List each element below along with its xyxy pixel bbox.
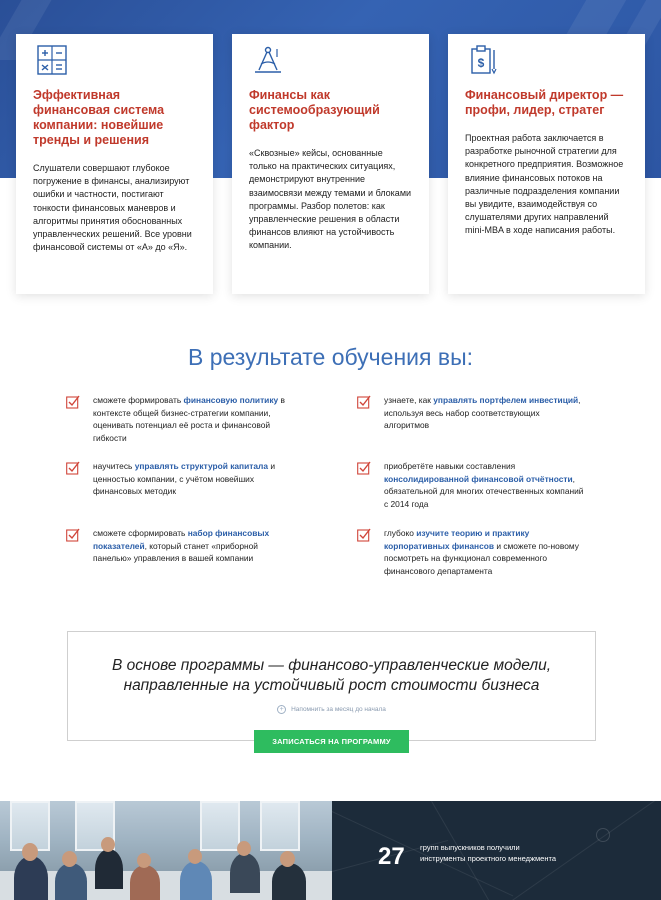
card-title: Финансовый директор — профи, лидер, стратег bbox=[465, 88, 624, 117]
classroom-photo bbox=[0, 801, 332, 900]
result-highlight-link[interactable]: управлять структурой капитала bbox=[134, 461, 268, 471]
result-item: узнаете, как управлять портфелем инвестиций, используя весь набор соответствующих алгоритмов bbox=[357, 394, 587, 432]
feature-cards bbox=[16, 34, 646, 294]
result-item: приобретёте навыки составления консолидированной финансовой отчётности, обязательной для многих отечественных компаний с 2014 года bbox=[357, 460, 587, 510]
feature-card bbox=[448, 34, 645, 294]
result-highlight-link[interactable]: управлять портфелем инвестиций bbox=[433, 395, 579, 405]
feature-card bbox=[232, 34, 429, 294]
card-text: Слушатели совершают глубокое погружение в финансы, анализируют ошибки и частности, постигают тонкости финансовых маневров и алгоритмы принятия обоснованных управленческих решений. Все уровни финансовой системы от «А» до «Я». bbox=[33, 163, 192, 253]
plus-circle-icon: + bbox=[277, 705, 286, 714]
card-text: «Сквозные» кейсы, основанные только на практических ситуациях, демонстрируют внутренние взаимосвязи между темами и блоками программы. Разбор полетов: как управленческие решения в области финансов влияют на устойчивость компании. bbox=[249, 148, 412, 251]
result-highlight-link[interactable]: изучите теорию и практику корпоративных финансов bbox=[384, 528, 530, 551]
result-highlight-link[interactable]: набор финансовых показателей bbox=[93, 528, 270, 551]
checkbox-checked-icon bbox=[66, 461, 80, 475]
card-title: Финансы как системообразующий фактор bbox=[249, 88, 380, 132]
results-title: В результате обучения вы: bbox=[188, 344, 473, 370]
checkbox-checked-icon bbox=[357, 528, 371, 542]
svg-text:$: $ bbox=[477, 56, 485, 70]
result-highlight-link[interactable]: консолидированной финансовой отчётности bbox=[384, 473, 573, 484]
checkbox-checked-icon bbox=[357, 395, 371, 409]
graduates-count: 27 bbox=[378, 843, 405, 870]
result-item: сможете сформировать набор финансовых показателей, который станет «приборной панелью» управления в вашей компании bbox=[66, 527, 296, 565]
card-title: Эффективная финансовая система компании: новейшие тренды и решения bbox=[33, 88, 165, 147]
checkbox-checked-icon bbox=[357, 461, 371, 475]
result-highlight-link[interactable]: финансовую политику bbox=[183, 395, 279, 405]
graduates-label: групп выпускников получили инструменты проектного менеджмента bbox=[420, 843, 557, 863]
enroll-button[interactable]: ЗАПИСАТЬСЯ НА ПРОГРАММУ bbox=[254, 730, 409, 753]
result-item: сможете формировать финансовую политику в контексте общей бизнес-стратегии компании, оценивать потенциал её роста и финансовой гибкости bbox=[66, 394, 296, 444]
checkbox-checked-icon bbox=[66, 395, 80, 409]
program-cta-box bbox=[67, 631, 596, 741]
graduates-stats bbox=[332, 801, 661, 900]
remind-link[interactable]: + Напомнить за месяц до начала bbox=[68, 705, 595, 714]
clipboard-dollar-icon bbox=[469, 45, 499, 75]
card-text: Проектная работа заключается в разработке рыночной стратегии для конкретного предприятия. Возможное влияние финансовых потоков на различные подразделения компании вы увидите, взаимодействуя со слушателями других направлений mini-MBA в ходе написания работы. bbox=[465, 133, 624, 236]
result-item: научитесь управлять структурой капитала и ценностью компании, с учётом новейших финансовых методик bbox=[66, 460, 296, 498]
feature-card bbox=[16, 34, 213, 294]
calculator-icon bbox=[37, 45, 67, 75]
result-item: глубоко изучите теорию и практику корпоративных финансов и сможете по-новому посмотреть на функционал современного финансового департамента bbox=[357, 527, 587, 577]
program-slogan: В основе программы — финансово-управленческие модели, направленные на устойчивый рост стоимости бизнеса bbox=[111, 657, 552, 694]
checkbox-checked-icon bbox=[66, 528, 80, 542]
compass-icon bbox=[253, 45, 283, 75]
